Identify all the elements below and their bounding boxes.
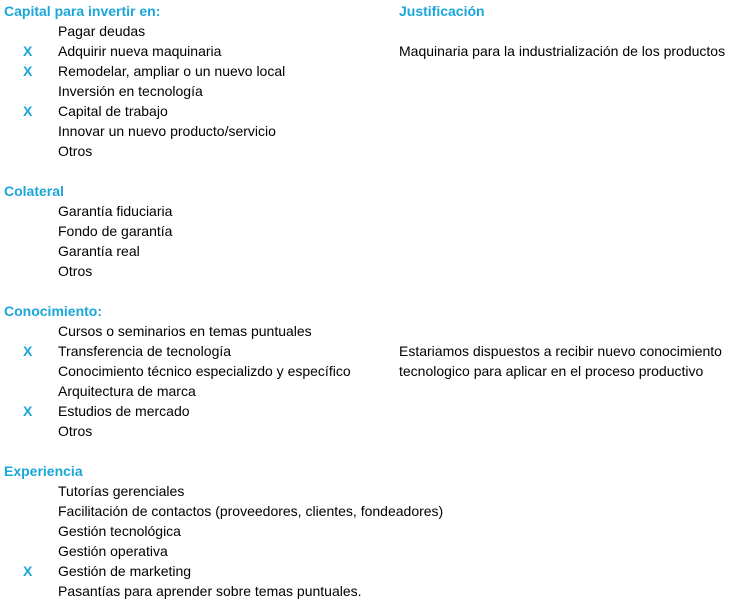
check-mark: X <box>23 43 33 59</box>
check-mark: X <box>23 103 33 119</box>
list-item-garantia-real: Garantía real <box>58 243 140 259</box>
check-mark: X <box>23 343 33 359</box>
list-item-conocimiento-tecnico: Conocimiento técnico especializdo y específico <box>58 363 351 379</box>
check-mark: X <box>23 63 33 79</box>
section-heading-conocimiento: Conocimiento: <box>4 303 102 319</box>
list-item-gestion-marketing: Gestión de marketing <box>58 563 192 579</box>
list-item-otros-conocimiento: Otros <box>58 423 93 439</box>
list-item-arquitectura-marca: Arquitectura de marca <box>58 383 196 399</box>
list-item-estudios-mercado: Estudios de mercado <box>58 403 190 419</box>
check-mark: X <box>23 403 33 419</box>
list-item-pagar-deudas: Pagar deudas <box>58 23 146 39</box>
list-item-gestion-tecnologica: Gestión tecnológica <box>58 523 181 539</box>
section-heading-experiencia: Experiencia <box>4 463 83 479</box>
justification-capital-line: Maquinaria para la industrialización de los productos <box>399 43 726 59</box>
list-item-tutorias-gerenciales: Tutorías gerenciales <box>58 483 185 499</box>
list-item-fondo-garantia: Fondo de garantía <box>58 223 173 239</box>
list-item-gestion-operativa: Gestión operativa <box>58 543 168 559</box>
list-item-capital-trabajo: Capital de trabajo <box>58 103 168 119</box>
justification-heading: Justificación <box>399 3 485 19</box>
justification-conocimiento-line-2: tecnologico para aplicar en el proceso productivo <box>399 363 704 379</box>
list-item-otros-capital: Otros <box>58 143 93 159</box>
list-item-innovar-producto: Innovar un nuevo producto/servicio <box>58 123 276 139</box>
list-item-remodelar-local: Remodelar, ampliar o un nuevo local <box>58 63 286 79</box>
list-item-garantia-fiduciaria: Garantía fiduciaria <box>58 203 173 219</box>
list-item-cursos-seminarios: Cursos o seminarios en temas puntuales <box>58 323 312 339</box>
list-item-adquirir-maquinaria: Adquirir nueva maquinaria <box>58 43 222 59</box>
justification-conocimiento-line-1: Estariamos dispuestos a recibir nuevo conocimiento <box>399 343 722 359</box>
list-item-transferencia-tecnologia: Transferencia de tecnología <box>58 343 232 359</box>
section-heading-capital: Capital para invertir en: <box>4 3 161 19</box>
list-item-inversion-tecnologia: Inversión en tecnología <box>58 83 203 99</box>
list-item-otros-colateral: Otros <box>58 263 93 279</box>
list-item-facilitacion-contactos: Facilitación de contactos (proveedores, clientes, fondeadores) <box>58 503 444 519</box>
check-mark: X <box>23 563 33 579</box>
section-heading-colateral: Colateral <box>4 183 64 199</box>
list-item-pasantias: Pasantías para aprender sobre temas puntuales. <box>58 583 362 599</box>
